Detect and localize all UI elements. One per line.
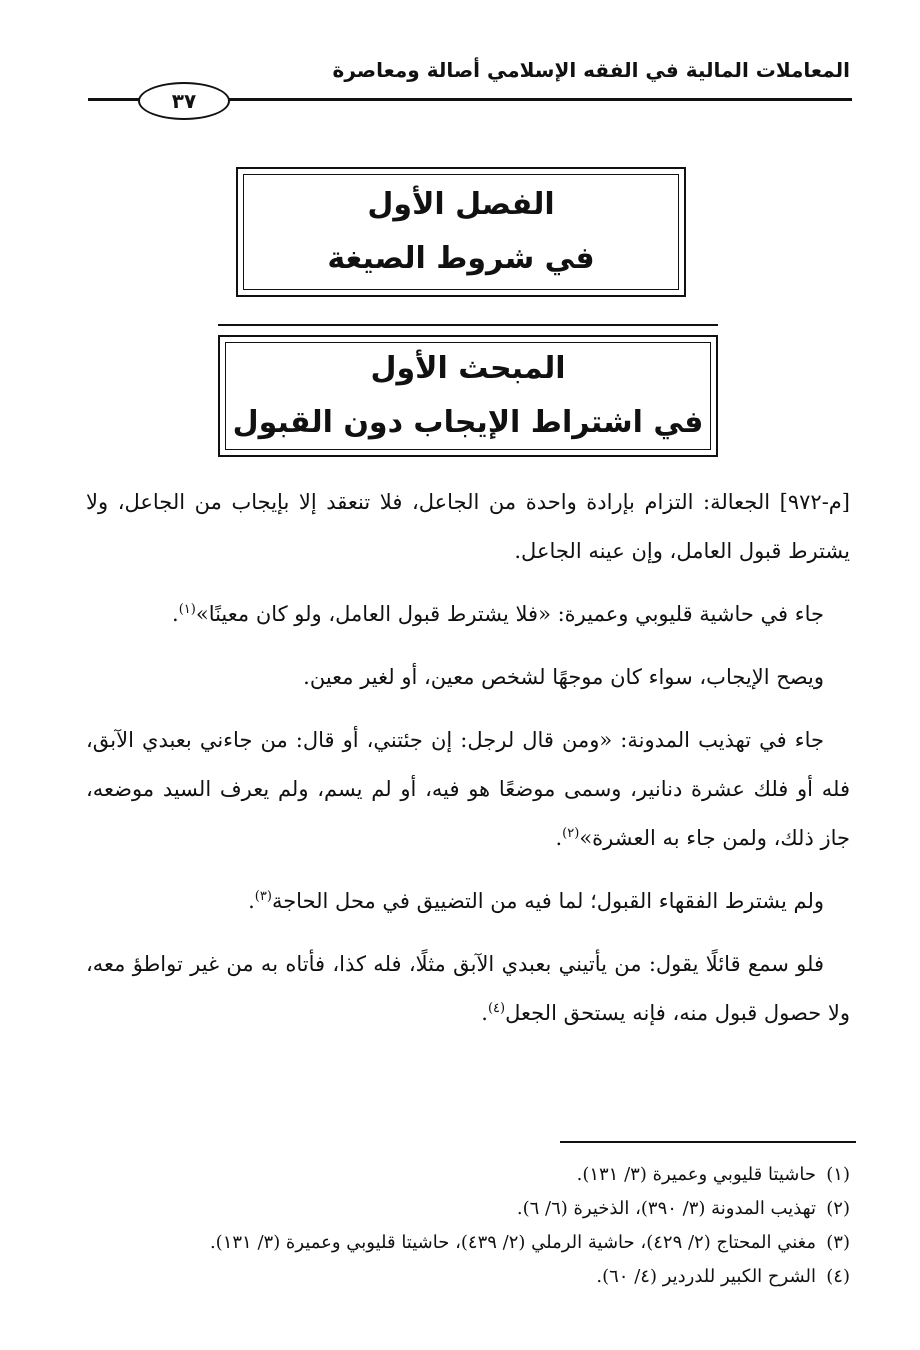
paragraph <box>86 653 850 702</box>
footnote-ref[interactable]: (٣) <box>254 889 272 904</box>
body-text <box>86 478 850 1052</box>
footnote-ref[interactable]: (١) <box>178 602 196 617</box>
paragraph-text: جاء في حاشية قليوبي وعميرة: «فلا يشترط قبول العامل، ولو كان معينًا» <box>195 602 824 626</box>
paragraph <box>86 478 850 576</box>
chapter-heading: الفصل الأول <box>367 187 555 222</box>
footnote <box>80 1226 850 1260</box>
footnote-text: الشرح الكبير للدردير (٤/ ٦٠). <box>596 1266 816 1287</box>
paragraph: فلو سمع قائلًا يقول: من يأتيني بعبدي الآبق مثلًا، فله كذا، فأتاه به من غير تواطؤ معه، ولا حصول قبول منه، فإنه يستحق الجعل$^{(٤)}$. <box>86 952 850 1025</box>
section-subheading: في اشتراط الإيجاب دون القبول <box>232 405 704 440</box>
footnote-number: (٣) <box>826 1232 850 1253</box>
paragraph-text: ويصح الإيجاب، سواء كان موجهًا لشخص معين، أو لغير معين. <box>303 665 824 689</box>
footnote-text: حاشيتا قليوبي وعميرة (٣/ ١٣١). <box>576 1164 816 1185</box>
chapter-title-box <box>236 167 686 297</box>
footnote-number: (١) <box>826 1164 850 1185</box>
paragraph-text: [م-٩٧٢] الجعالة: التزام بإرادة واحدة من الجاعل، فلا تنعقد إلا بإيجاب من الجاعل، ولا يشترط قبول العامل، وإن عينه الجاعل. <box>86 490 850 563</box>
running-title: المعاملات المالية في الفقه الإسلامي أصالة ومعاصرة <box>332 58 850 82</box>
footnote-ref[interactable]: (٤) <box>487 1001 506 1016</box>
footnote-text: مغني المحتاج (٢/ ٤٢٩)، حاشية الرملي (٢/ ٤٣٩)، حاشيتا قليوبي وعميرة (٣/ ١٣١). <box>209 1232 816 1253</box>
paragraph-text: ولم يشترط الفقهاء القبول؛ لما فيه من التضييق في محل الحاجة <box>271 889 824 913</box>
footnote <box>80 1158 850 1192</box>
paragraph: جاء في تهذيب المدونة: «ومن قال لرجل: إن جئتني، أو قال: من جاءني بعبدي الآبق، فله أو فلك عشرة دنانير، وسمى موضعًا هو فيه، أو لم يسم، ولم يعرف السيد موضعه، جاز ذلك، ولمن جاء به العشرة»$^{(٢)}$. <box>86 728 850 850</box>
footnote-number: (٤) <box>826 1266 850 1287</box>
section-title-box <box>218 335 718 457</box>
paragraph: ولم يشترط الفقهاء القبول؛ لما فيه من التضييق في محل الحاجة$^{(٣)}$. <box>248 889 824 913</box>
footnote-ref[interactable]: (٢) <box>562 826 580 841</box>
paragraph-text: فلو سمع قائلًا يقول: من يأتيني بعبدي الآبق مثلًا، فله كذا، فأتاه به من غير تواطؤ معه، ولا حصول قبول منه، فإنه يستحق الجعل <box>86 952 850 1025</box>
paragraph-text: جاء في تهذيب المدونة: «ومن قال لرجل: إن جئتني، أو قال: من جاءني بعبدي الآبق، فله أو فلك عشرة دنانير، وسمى موضعًا هو فيه، أو لم يسم، ولم يعرف السيد موضعه، جاز ذلك، ولمن جاء به العشرة» <box>86 728 850 850</box>
footnote-rule <box>560 1141 856 1143</box>
footnote-text: تهذيب المدونة (٣/ ٣٩٠)، الذخيرة (٦/ ٦). <box>516 1198 816 1219</box>
footnote <box>80 1192 850 1226</box>
page-number: ٣٧ <box>138 82 230 120</box>
section-heading: المبحث الأول <box>370 351 566 386</box>
footnotes <box>80 1158 850 1294</box>
paragraph: جاء في حاشية قليوبي وعميرة: «فلا يشترط قبول العامل، ولو كان معينًا»$^{(١)}$. <box>172 602 824 626</box>
footnote-number: (٢) <box>826 1198 850 1219</box>
footnote <box>80 1260 850 1294</box>
chapter-subheading: في شروط الصيغة <box>327 241 595 276</box>
section-top-rule <box>218 324 718 326</box>
